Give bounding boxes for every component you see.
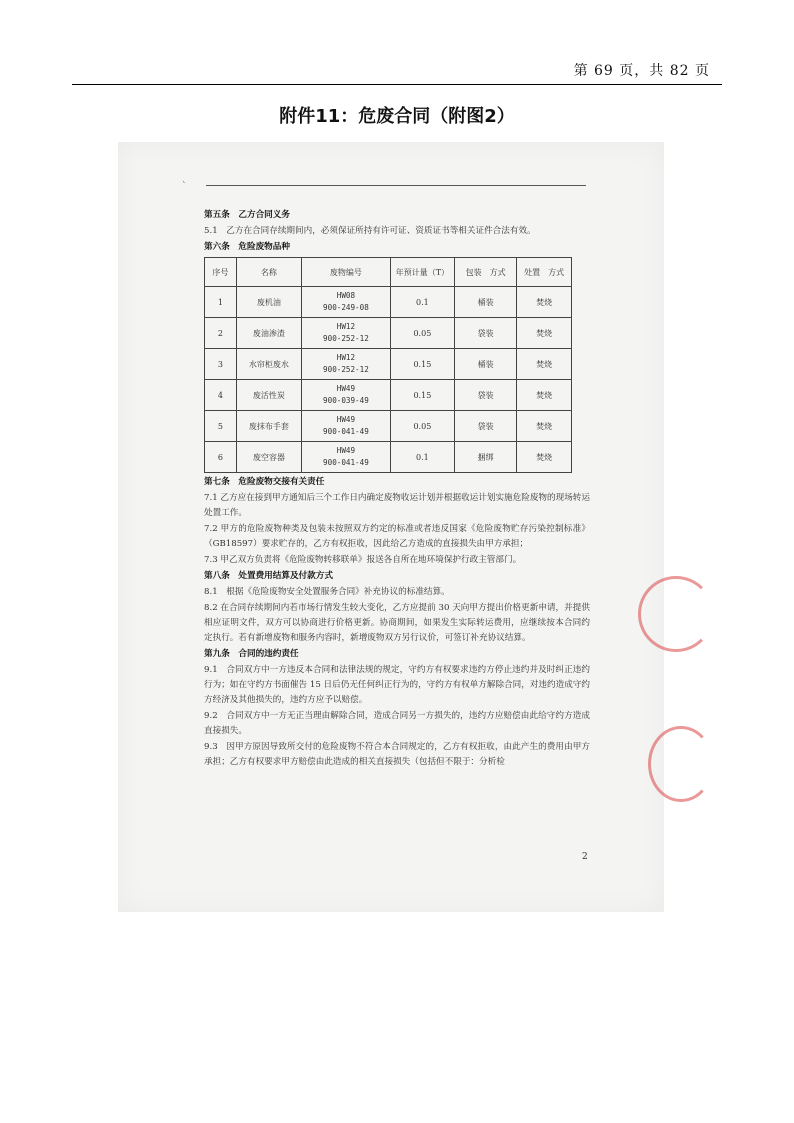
table-row — [205, 442, 572, 473]
cell-code: HW12 900-252-12 — [302, 349, 391, 380]
cell-code: HW49 900-039-49 — [302, 380, 391, 411]
cell-code: HW08 900-249-08 — [302, 287, 391, 318]
column-header-disposal: 处置 方式 — [517, 258, 572, 287]
table-header-row — [205, 258, 572, 287]
cell-packaging: 袋装 — [455, 411, 517, 442]
cell-disposal: 焚烧 — [517, 349, 572, 380]
cell-amount: 0.1 — [390, 287, 454, 318]
waste-table — [204, 257, 572, 473]
cell-disposal: 焚烧 — [517, 442, 572, 473]
cell-amount: 0.05 — [390, 411, 454, 442]
scan-speck: ` — [182, 182, 187, 192]
section9-paragraph-3: 9.3 因甲方原因导致所交付的危险废物不符合本合同规定的，乙方有权拒收，由此产生的费用由甲方承担；乙方有权要求甲方赔偿由此造成的相关直接损失（包括但不限于：分析检 — [204, 742, 590, 767]
section8-paragraph-2: 8.2 在合同存续期间内若市场行情发生较大变化，乙方应提前 30 天向甲方提出价格更新申请，并提供相应证明文件，双方可以协商进行价格更新。协商期间，如果发生实际转运费用，应继续按本合同约定执行。若有新增废物和服务内容时，新增废物双方另行议价，可签订补充协议结算。 — [204, 603, 590, 643]
cell-packaging: 袋装 — [455, 380, 517, 411]
page-header — [72, 52, 722, 85]
cell-index: 2 — [205, 318, 237, 349]
table-body — [205, 287, 572, 473]
column-header-amount: 年预计量（T） — [390, 258, 454, 287]
table-row — [205, 380, 572, 411]
cell-name: 水帘柜废水 — [236, 349, 301, 380]
cell-index: 6 — [205, 442, 237, 473]
scan-header-rule — [206, 185, 586, 186]
cell-name: 废抹布手套 — [236, 411, 301, 442]
section5-heading: 第五条 乙方合同义务 — [204, 210, 290, 220]
red-seal-stamp — [638, 576, 714, 652]
cell-name: 废油渗渣 — [236, 318, 301, 349]
cell-name: 废活性炭 — [236, 380, 301, 411]
page-counter: 第 69 页，共 82 页 — [573, 63, 710, 79]
section9-paragraph-2: 9.2 合同双方中一方无正当理由解除合同，造成合同另一方损失的，违约方应赔偿由此给守约方造成直接损失。 — [204, 711, 590, 736]
column-header-code: 废物编号 — [302, 258, 391, 287]
section7-paragraph-2: 7.2 甲方的危险废物种类及包装未按照双方约定的标准或者违反国家《危险废物贮存污染控制标准》（GB18597）要求贮存的，乙方有权拒收，因此给乙方造成的直接损失由甲方承担； — [204, 524, 590, 549]
column-header-packaging: 包装 方式 — [455, 258, 517, 287]
cell-amount: 0.1 — [390, 442, 454, 473]
cell-code: HW12 900-252-12 — [302, 318, 391, 349]
section7-heading: 第七条 危险废物交接有关责任 — [204, 477, 325, 487]
table-row — [205, 411, 572, 442]
cell-disposal: 焚烧 — [517, 287, 572, 318]
table-row — [205, 349, 572, 380]
cell-amount: 0.15 — [390, 349, 454, 380]
scanned-contract-page — [118, 142, 664, 912]
section7-paragraph-1: 7.1 乙方应在接到甲方通知后三个工作日内确定废物收运计划并根据收运计划实施危险废物的现场转运处置工作。 — [204, 493, 590, 518]
cell-disposal: 焚烧 — [517, 318, 572, 349]
red-seal-stamp — [648, 726, 714, 802]
column-header-index: 序号 — [205, 258, 237, 287]
cell-index: 1 — [205, 287, 237, 318]
section9-paragraph-1: 9.1 合同双方中一方违反本合同和法律法规的规定，守约方有权要求违约方停止违约并及时纠正违约行为；如在守约方书面催告 15 日后仍无任何纠正行为的，守约方有权单方解除合同，对违约造成守约方经济及其他损失的，违约方应予以赔偿。 — [204, 665, 590, 705]
column-header-name: 名称 — [236, 258, 301, 287]
contract-body — [204, 208, 590, 771]
cell-name: 废机油 — [236, 287, 301, 318]
section5-paragraph-1: 5.1 乙方在合同存续期间内，必须保证所持有许可证、资质证书等相关证件合法有效。 — [204, 226, 536, 236]
cell-disposal: 焚烧 — [517, 380, 572, 411]
cell-packaging: 捆绑 — [455, 442, 517, 473]
cell-index: 5 — [205, 411, 237, 442]
cell-packaging: 桶装 — [455, 287, 517, 318]
cell-packaging: 桶装 — [455, 349, 517, 380]
cell-packaging: 袋装 — [455, 318, 517, 349]
cell-amount: 0.15 — [390, 380, 454, 411]
cell-disposal: 焚烧 — [517, 411, 572, 442]
section6-heading: 第六条 危险废物品种 — [204, 242, 290, 252]
section8-heading: 第八条 处置费用结算及付款方式 — [204, 571, 333, 581]
cell-name: 废空容器 — [236, 442, 301, 473]
document-title: 附件11：危废合同（附图2） — [279, 106, 515, 127]
scan-page-number: 2 — [582, 852, 588, 862]
cell-code: HW49 900-041-49 — [302, 442, 391, 473]
table-row — [205, 318, 572, 349]
cell-index: 4 — [205, 380, 237, 411]
cell-code: HW49 900-041-49 — [302, 411, 391, 442]
cell-amount: 0.05 — [390, 318, 454, 349]
section8-paragraph-1: 8.1 根据《危险废物安全处置服务合同》补充协议的标准结算。 — [204, 587, 450, 597]
section9-heading: 第九条 合同的违约责任 — [204, 649, 299, 659]
table-row — [205, 287, 572, 318]
section7-paragraph-3: 7.3 甲乙双方负责将《危险废物转移联单》报送各自所在地环境保护行政主管部门。 — [204, 555, 522, 565]
cell-index: 3 — [205, 349, 237, 380]
